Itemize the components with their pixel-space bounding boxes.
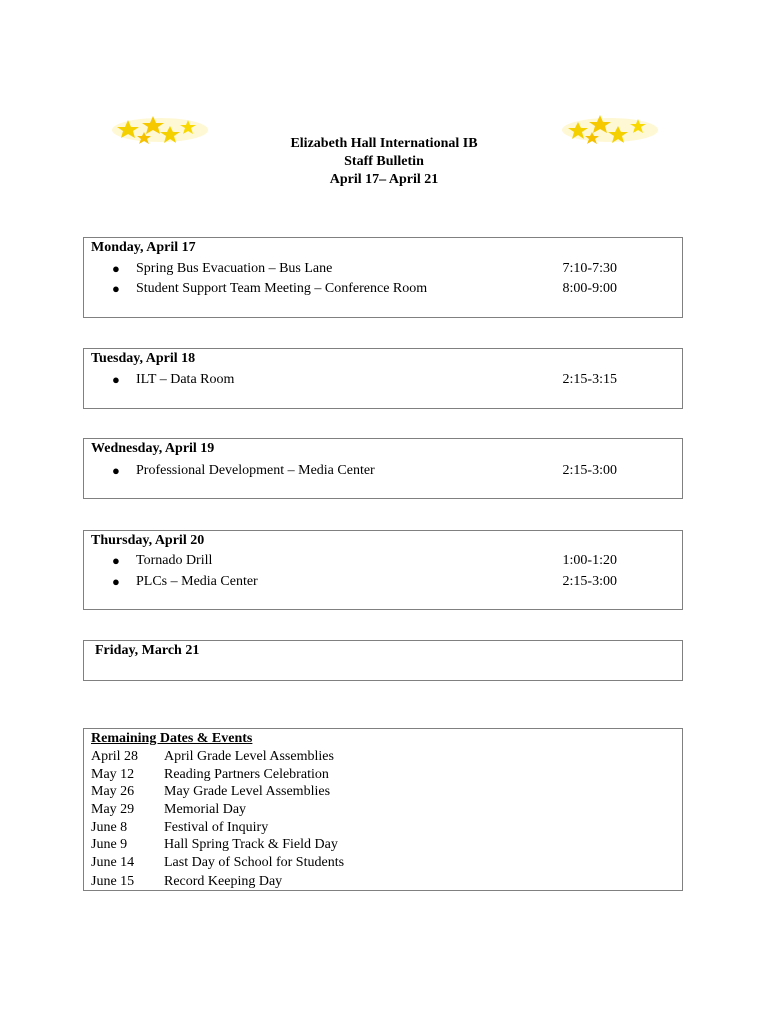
day-box-tuesday	[83, 348, 683, 409]
event-date: June 9	[91, 837, 128, 852]
bullet-icon: ●	[112, 553, 120, 568]
day-title: Friday, March 21	[95, 643, 200, 658]
day-box-friday	[83, 640, 683, 681]
bulletin-title: Staff Bulletin	[344, 154, 424, 169]
remaining-events-title: Remaining Dates & Events	[91, 731, 253, 746]
event-name: Professional Development – Media Center	[136, 463, 375, 478]
event-name: April Grade Level Assemblies	[164, 749, 334, 764]
event-date: June 15	[91, 874, 135, 889]
event-item	[112, 259, 617, 279]
event-time: 8:00-9:00	[562, 281, 617, 296]
event-date: April 28	[91, 749, 139, 764]
remaining-events-box	[83, 728, 683, 891]
day-box-wednesday	[83, 438, 683, 499]
event-date: May 26	[91, 784, 135, 799]
bullet-icon: ●	[112, 261, 120, 276]
event-date: June 14	[91, 855, 135, 870]
event-name: Hall Spring Track & Field Day	[164, 837, 338, 852]
event-name: Record Keeping Day	[164, 874, 283, 889]
day-box-monday	[83, 237, 683, 318]
event-date: May 29	[91, 802, 135, 817]
event-item	[112, 370, 617, 390]
event-name: Reading Partners Celebration	[164, 767, 329, 782]
day-title: Wednesday, April 19	[91, 441, 215, 456]
event-time: 2:15-3:00	[562, 463, 617, 478]
event-name: ILT – Data Room	[136, 372, 235, 387]
bullet-icon: ●	[112, 281, 120, 296]
event-time: 1:00-1:20	[562, 553, 617, 568]
event-name: Student Support Team Meeting – Conference Room	[136, 281, 428, 296]
event-name: Tornado Drill	[136, 553, 213, 568]
school-name: Elizabeth Hall International IB	[290, 136, 478, 151]
event-name: PLCs – Media Center	[136, 574, 258, 589]
bullet-icon: ●	[112, 463, 120, 478]
bulletin-header	[0, 135, 768, 189]
bullet-icon: ●	[112, 372, 120, 387]
event-time: 2:15-3:15	[562, 372, 617, 387]
event-time: 7:10-7:30	[562, 261, 617, 276]
event-name: Spring Bus Evacuation – Bus Lane	[136, 261, 333, 276]
day-box-thursday	[83, 530, 683, 610]
event-item	[112, 279, 617, 299]
event-item	[112, 461, 617, 481]
day-title: Monday, April 17	[91, 240, 196, 255]
event-name: Memorial Day	[164, 802, 247, 817]
date-range: April 17– April 21	[329, 172, 439, 187]
day-title: Thursday, April 20	[91, 533, 205, 548]
event-name: Festival of Inquiry	[164, 820, 269, 835]
bullet-icon: ●	[112, 574, 120, 589]
event-item	[112, 572, 617, 592]
event-name: Last Day of School for Students	[164, 855, 345, 870]
event-time: 2:15-3:00	[562, 574, 617, 589]
event-date: June 8	[91, 820, 128, 835]
event-item	[112, 551, 617, 571]
event-name: May Grade Level Assemblies	[164, 784, 331, 799]
day-title: Tuesday, April 18	[91, 351, 196, 366]
event-date: May 12	[91, 767, 135, 782]
